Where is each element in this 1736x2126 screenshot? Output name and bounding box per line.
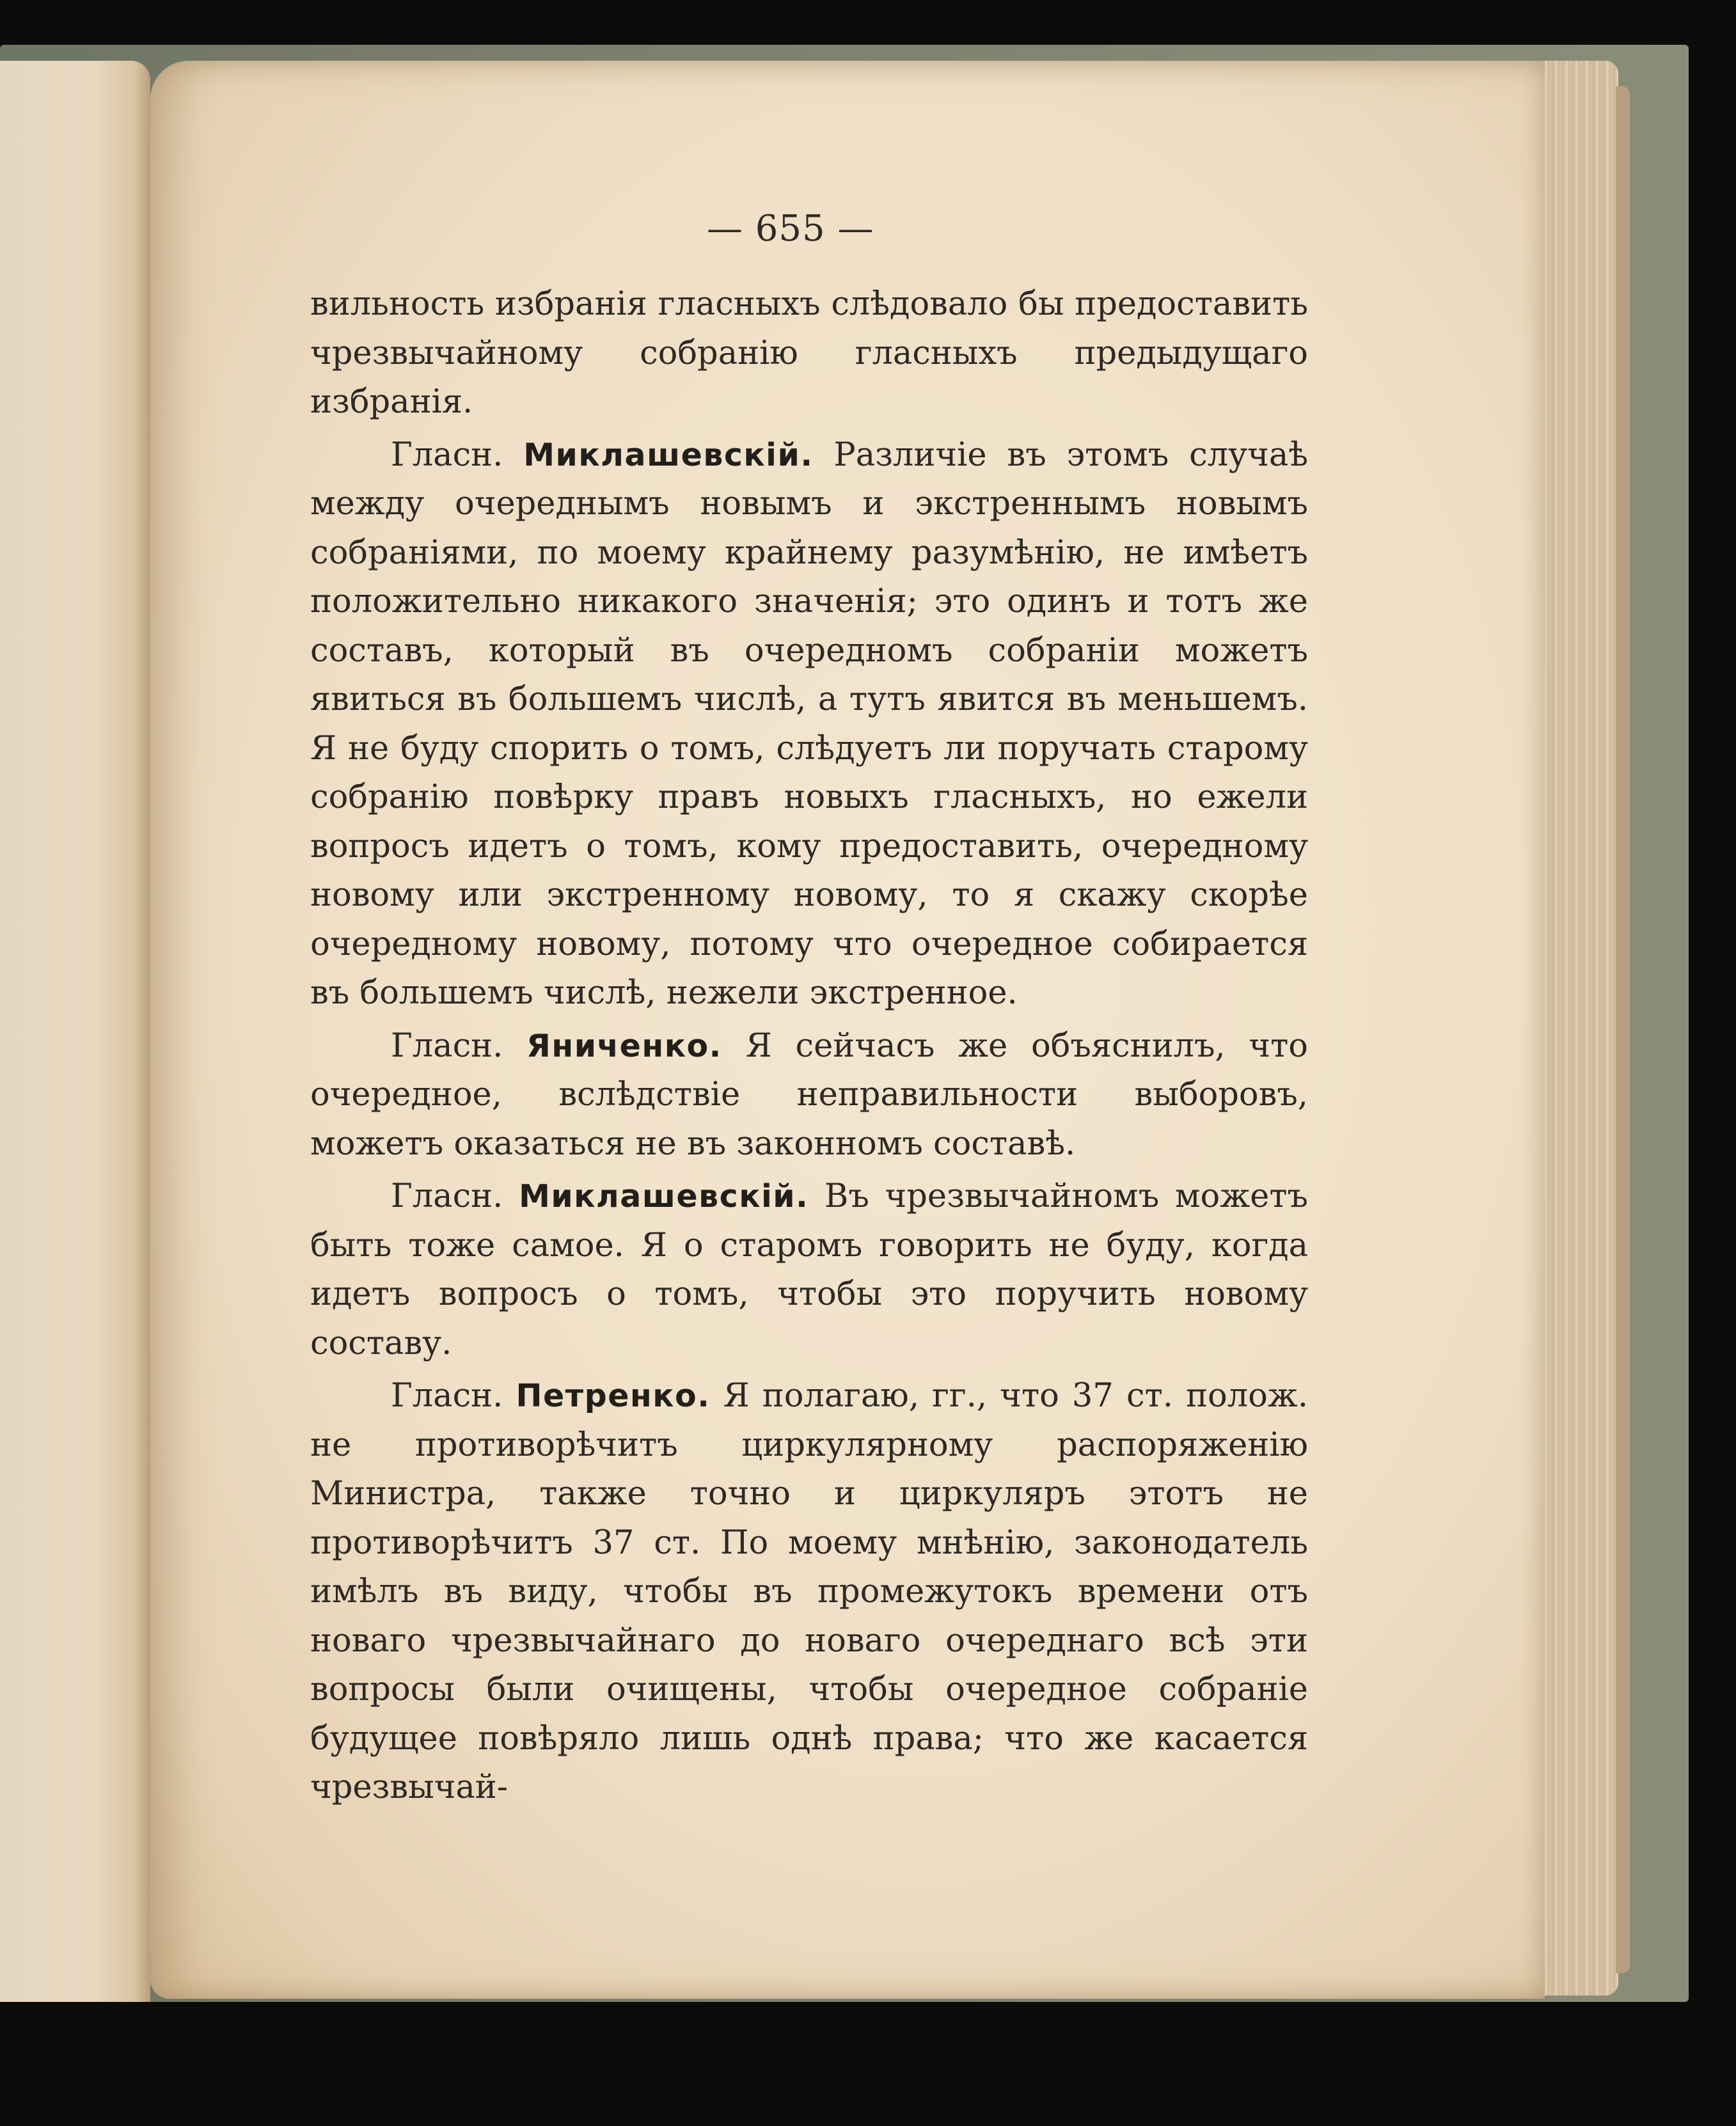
speaker-prefix: Гласн. <box>391 436 503 474</box>
paragraph-4 <box>310 1172 1308 1368</box>
speaker-prefix: Гласн. <box>391 1027 503 1065</box>
paragraph-3 <box>310 1022 1308 1169</box>
paragraph-text: Различіе въ этомъ случаѣ между очереднымъ новымъ и экстреннымъ новымъ собраніями, по моему крайнему разумѣнію, не имѣетъ положительно никакого значенія; это одинъ и тотъ же составъ, который въ очередномъ собраніи можетъ явиться въ большемъ числѣ, а тутъ явится въ меньшемъ. Я не буду спорить о томъ, слѣдуетъ ли поручать старому собранію повѣрку правъ новыхъ гласныхъ, но ежели вопросъ идетъ о томъ, кому предоставить, очередному новому или экстренному новому, то я скажу скорѣе очередному новому, потому что очередное собирается въ большемъ числѣ, нежели экстренное. <box>310 436 1308 1012</box>
page-number: — 655 — <box>707 208 874 249</box>
paragraph-1 <box>310 280 1308 427</box>
paragraph-text: Я сейчасъ же объяснилъ, что очередное, вслѣдствіе неправильности выборовъ, можетъ оказаться не въ законномъ составѣ. <box>310 1027 1309 1163</box>
speaker-prefix: Гласн. <box>391 1377 503 1415</box>
paragraph-text: Въ чрезвычайномъ можетъ быть тоже самое. Я о старомъ говорить не буду, когда идетъ вопросъ о томъ, чтобы это поручить новому составу. <box>310 1177 1308 1362</box>
paragraph-text: Я полагаю, гг., что 37 ст. полож. не противорѣчитъ циркулярному распоряженію Министра, также точно и циркуляръ этотъ не противорѣчитъ 37 ст. По моему мнѣнію, законодатель имѣлъ въ виду, чтобы въ промежутокъ времени отъ новаго чрезвычайнаго до новаго очереднаго всѣ эти вопросы были очищены, чтобы очередное собраніе будущее повѣряло лишь однѣ права; что же касается чрезвычай- <box>310 1377 1308 1806</box>
speaker-prefix: Гласн. <box>391 1177 503 1215</box>
speaker-name: Миклашевскій. <box>519 1178 809 1215</box>
speaker-name: Петренко. <box>516 1378 711 1414</box>
paragraph-text: вильность избранія гласныхъ слѣдовало бы предоставить чрезвычайному собранію гласныхъ предыдущаго избранія. <box>310 285 1308 421</box>
facing-page <box>0 61 150 2002</box>
page-text <box>310 280 1308 1813</box>
paragraph-5 <box>310 1372 1308 1813</box>
speaker-name: Миклашевскій. <box>523 436 814 473</box>
paragraph-2 <box>310 431 1308 1018</box>
speaker-name: Яниченко. <box>526 1027 722 1064</box>
